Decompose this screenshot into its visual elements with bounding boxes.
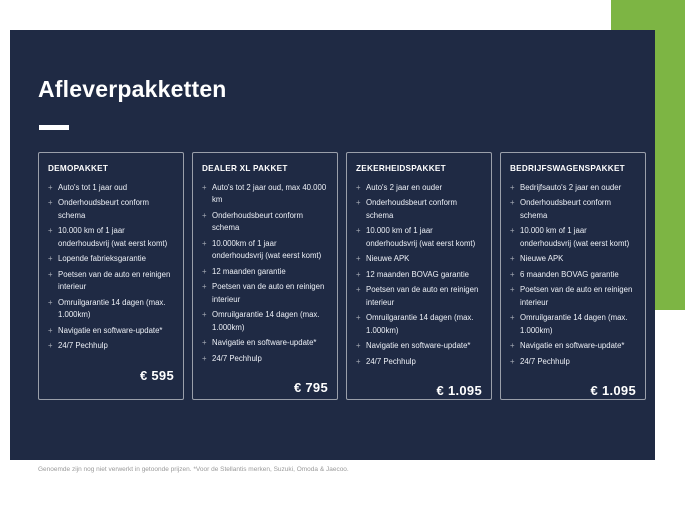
feature-item bbox=[48, 253, 174, 265]
plus-bullet-icon: + bbox=[356, 198, 361, 208]
feature-text: Poetsen van de auto en reinigen interieur bbox=[366, 285, 479, 307]
plus-bullet-icon: + bbox=[202, 338, 207, 348]
page-title: Afleverpakketten bbox=[38, 76, 227, 102]
feature-text: Omruilgarantie 14 dagen (max. 1.000km) bbox=[366, 313, 474, 335]
feature-item bbox=[356, 269, 482, 281]
feature-text: Navigatie en software-update* bbox=[212, 338, 317, 348]
plus-bullet-icon: + bbox=[510, 226, 515, 236]
feature-list bbox=[48, 182, 174, 356]
feature-text: Omruilgarantie 14 dagen (max. 1.000km) bbox=[212, 310, 320, 332]
feature-item bbox=[202, 210, 328, 235]
plus-bullet-icon: + bbox=[510, 183, 515, 192]
feature-text: Poetsen van de auto en reinigen interieur bbox=[520, 285, 633, 307]
feature-list bbox=[202, 182, 328, 368]
plus-bullet-icon: + bbox=[202, 266, 207, 276]
plus-bullet-icon: + bbox=[510, 356, 515, 366]
feature-item bbox=[356, 284, 482, 309]
feature-item bbox=[48, 340, 174, 352]
packages-row bbox=[38, 152, 646, 400]
price-label: € 595 bbox=[139, 367, 174, 383]
feature-text: Poetsen van de auto en reinigen interieur bbox=[212, 282, 325, 304]
feature-item bbox=[202, 309, 328, 334]
package-name: ZEKERHEIDSPAKKET bbox=[356, 164, 446, 173]
feature-item bbox=[48, 325, 174, 337]
feature-item bbox=[356, 312, 482, 337]
package-name: DEALER XL PAKKET bbox=[202, 164, 288, 173]
feature-item bbox=[510, 182, 636, 194]
feature-item bbox=[356, 197, 482, 222]
plus-bullet-icon: + bbox=[356, 356, 361, 366]
feature-item bbox=[356, 182, 482, 194]
plus-bullet-icon: + bbox=[48, 297, 53, 307]
feature-text: Auto's tot 2 jaar oud, max 40.000 km bbox=[212, 183, 327, 205]
feature-item bbox=[356, 340, 482, 352]
feature-text: Onderhoudsbeurt conform schema bbox=[58, 198, 150, 220]
price-label: € 1.095 bbox=[590, 383, 636, 399]
feature-item bbox=[202, 266, 328, 278]
feature-text: Onderhoudsbeurt conform schema bbox=[366, 198, 458, 220]
plus-bullet-icon: + bbox=[356, 226, 361, 236]
plus-bullet-icon: + bbox=[356, 183, 361, 192]
plus-bullet-icon: + bbox=[48, 183, 53, 192]
plus-bullet-icon: + bbox=[356, 285, 361, 295]
plus-bullet-icon: + bbox=[510, 285, 515, 295]
package-card bbox=[346, 152, 492, 400]
plus-bullet-icon: + bbox=[510, 313, 515, 323]
feature-text: 24/7 Pechhulp bbox=[58, 341, 108, 351]
feature-item bbox=[510, 356, 636, 368]
feature-item bbox=[510, 197, 636, 222]
package-card bbox=[500, 152, 646, 400]
feature-item bbox=[202, 281, 328, 306]
feature-item bbox=[48, 269, 174, 294]
feature-text: Navigatie en software-update* bbox=[520, 341, 625, 351]
navy-panel bbox=[10, 30, 655, 460]
plus-bullet-icon: + bbox=[202, 310, 207, 320]
plus-bullet-icon: + bbox=[356, 254, 361, 264]
feature-item bbox=[48, 197, 174, 222]
feature-item bbox=[48, 225, 174, 250]
feature-item bbox=[510, 312, 636, 337]
feature-text: 24/7 Pechhulp bbox=[520, 356, 570, 366]
plus-bullet-icon: + bbox=[48, 325, 53, 335]
plus-bullet-icon: + bbox=[510, 341, 515, 351]
feature-text: 12 maanden BOVAG garantie bbox=[366, 269, 470, 279]
feature-text: Omruilgarantie 14 dagen (max. 1.000km) bbox=[520, 313, 628, 335]
plus-bullet-icon: + bbox=[356, 341, 361, 351]
feature-text: Bedrijfsauto's 2 jaar en ouder bbox=[520, 183, 622, 192]
feature-text: Auto's tot 1 jaar oud bbox=[58, 183, 128, 192]
plus-bullet-icon: + bbox=[510, 254, 515, 264]
plus-bullet-icon: + bbox=[48, 269, 53, 279]
feature-item bbox=[48, 182, 174, 194]
footnote: Genoemde zijn nog niet verwerkt in getoonde prijzen. *Voor de Stellantis merken, Suzuki, Omoda & Jaecoo. bbox=[38, 466, 349, 473]
feature-item bbox=[202, 182, 328, 207]
feature-item bbox=[202, 238, 328, 263]
plus-bullet-icon: + bbox=[202, 353, 207, 363]
feature-text: Onderhoudsbeurt conform schema bbox=[520, 198, 612, 220]
price-label: € 1.095 bbox=[436, 383, 482, 399]
feature-text: 10.000 km of 1 jaar onderhoudsvrij (wat eerst komt) bbox=[366, 226, 476, 248]
plus-bullet-icon: + bbox=[510, 269, 515, 279]
feature-item bbox=[510, 340, 636, 352]
plus-bullet-icon: + bbox=[48, 254, 53, 264]
package-name: DEMOPAKKET bbox=[48, 164, 109, 173]
feature-item bbox=[510, 269, 636, 281]
feature-item bbox=[510, 225, 636, 250]
feature-text: Nieuwe APK bbox=[520, 254, 564, 264]
feature-text: Auto's 2 jaar en ouder bbox=[366, 183, 443, 192]
package-name: BEDRIJFSWAGENSPAKKET bbox=[510, 164, 625, 173]
plus-bullet-icon: + bbox=[202, 210, 207, 220]
feature-text: 12 maanden garantie bbox=[212, 266, 286, 276]
feature-item bbox=[48, 297, 174, 322]
plus-bullet-icon: + bbox=[48, 226, 53, 236]
feature-text: 10.000km of 1 jaar onderhoudsvrij (wat eerst komt) bbox=[212, 238, 322, 261]
feature-item bbox=[356, 225, 482, 250]
plus-bullet-icon: + bbox=[202, 282, 207, 292]
plus-bullet-icon: + bbox=[356, 313, 361, 323]
plus-bullet-icon: + bbox=[48, 198, 53, 208]
feature-item bbox=[202, 353, 328, 365]
feature-text: Navigatie en software-update* bbox=[58, 325, 163, 335]
feature-text: Omruilgarantie 14 dagen (max. 1.000km) bbox=[58, 297, 166, 320]
plus-bullet-icon: + bbox=[48, 341, 53, 351]
feature-item bbox=[356, 356, 482, 368]
package-card bbox=[192, 152, 338, 400]
feature-list bbox=[510, 182, 636, 371]
feature-text: Nieuwe APK bbox=[366, 254, 410, 264]
feature-item bbox=[510, 284, 636, 309]
plus-bullet-icon: + bbox=[356, 269, 361, 279]
feature-text: Navigatie en software-update* bbox=[366, 341, 471, 351]
feature-item bbox=[202, 337, 328, 349]
feature-text: Onderhoudsbeurt conform schema bbox=[212, 210, 304, 233]
price-label: € 795 bbox=[293, 380, 328, 396]
feature-text: Poetsen van de auto en reinigen interieur bbox=[58, 269, 171, 292]
feature-item bbox=[356, 253, 482, 265]
feature-text: 10.000 km of 1 jaar onderhoudsvrij (wat eerst komt) bbox=[520, 226, 630, 248]
feature-list bbox=[356, 182, 482, 371]
feature-text: Lopende fabrieksgarantie bbox=[58, 254, 146, 264]
feature-text: 6 maanden BOVAG garantie bbox=[520, 269, 619, 279]
plus-bullet-icon: + bbox=[202, 238, 207, 248]
feature-text: 24/7 Pechhulp bbox=[212, 353, 262, 363]
feature-text: 10.000 km of 1 jaar onderhoudsvrij (wat eerst komt) bbox=[58, 226, 168, 248]
plus-bullet-icon: + bbox=[510, 198, 515, 208]
plus-bullet-icon: + bbox=[202, 183, 207, 192]
package-card bbox=[38, 152, 184, 400]
feature-item bbox=[510, 253, 636, 265]
feature-text: 24/7 Pechhulp bbox=[366, 356, 416, 366]
title-underline bbox=[39, 125, 69, 130]
